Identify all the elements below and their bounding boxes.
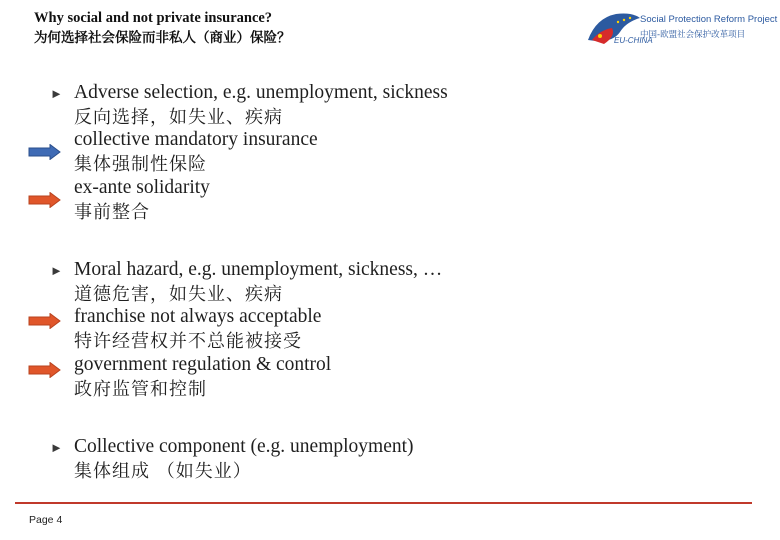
line-en: franchise not always acceptable	[74, 306, 322, 327]
title-english: Why social and not private insurance?	[34, 10, 273, 26]
slide-title	[34, 9, 291, 48]
line-en: Adverse selection, e.g. unemployment, sickness	[74, 82, 448, 103]
arrow-right-icon	[28, 313, 61, 329]
line-cn: 集体强制性保险	[74, 154, 207, 175]
logo-text-chinese: 中国-欧盟社会保护改革项目	[640, 30, 746, 40]
bullet-icon: ►	[50, 440, 63, 455]
line-cn: 反向选择，如失业、疾病	[74, 107, 283, 128]
arrow-right-icon	[28, 144, 61, 160]
line-cn: 政府监管和控制	[74, 379, 207, 400]
line-en: Collective component (e.g. unemployment)	[74, 436, 414, 457]
line-en: Moral hazard, e.g. unemployment, sickness, …	[74, 259, 443, 280]
logo-text-english: Social Protection Reform Project	[640, 14, 778, 25]
logo-eu-china: EU-CHINA	[614, 36, 653, 45]
bullet-icon: ►	[50, 86, 63, 101]
title-chinese: 为何选择社会保险而非私人（商业）保险？	[34, 30, 291, 46]
bullet-icon: ►	[50, 263, 63, 278]
page-number: Page 4	[29, 514, 63, 526]
arrow-right-icon	[28, 362, 61, 378]
line-en: government regulation & control	[74, 354, 332, 375]
line-en: collective mandatory insurance	[74, 129, 318, 150]
line-cn: 道德危害，如失业、疾病	[74, 284, 283, 305]
line-cn: 事前整合	[74, 202, 150, 223]
arrow-right-icon	[28, 192, 61, 208]
line-en: ex-ante solidarity	[74, 177, 210, 198]
line-cn: 集体组成 （如失业）	[74, 461, 252, 482]
project-logo	[586, 10, 776, 50]
footer-divider	[15, 502, 752, 504]
line-cn: 特许经营权并不总能被接受	[74, 331, 302, 352]
